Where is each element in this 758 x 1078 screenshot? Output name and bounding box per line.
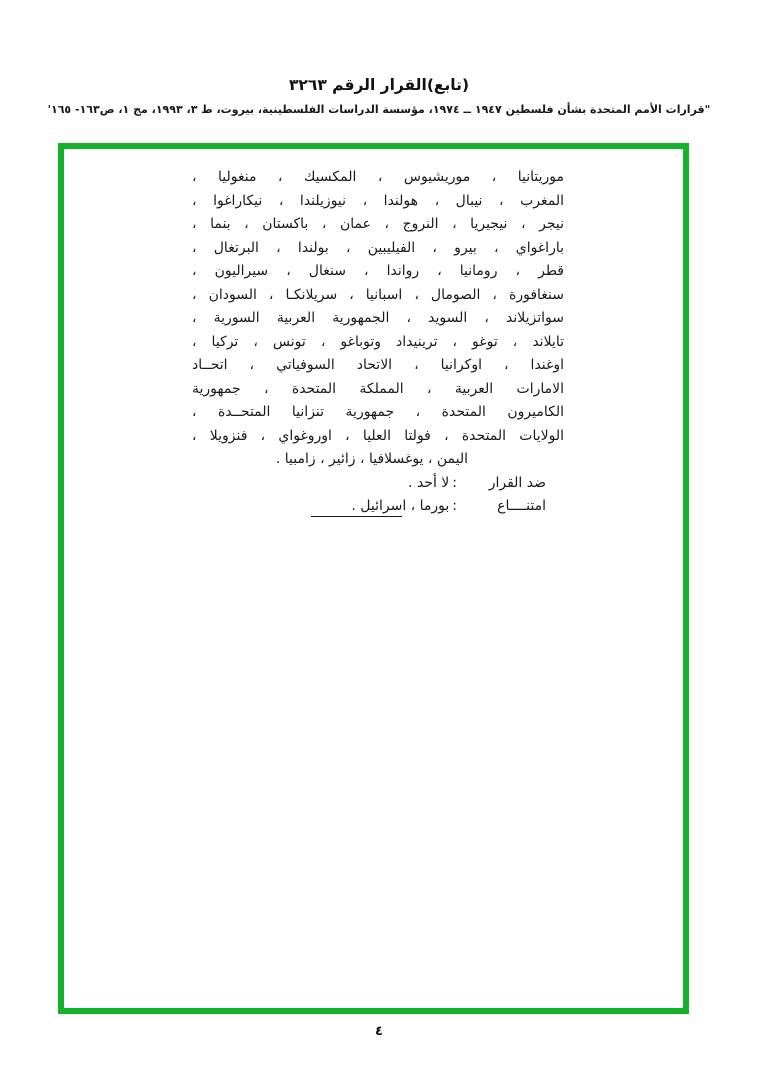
- favor-line: الولايات المتحدة ، فولتا العليا ، اوروغواي ، فنزويلا ،: [192, 427, 564, 444]
- favor-line: تايلاند ، توغو ، ترينيداد وتوباغو ، تونس ، تركيا ،: [192, 333, 564, 350]
- against-label: ضد القرار: [488, 474, 546, 491]
- favor-line: الامارات العربية ، المملكة المتحدة ، جمهورية: [192, 380, 564, 397]
- resolution-frame: [58, 143, 689, 1014]
- resolution-title: (تابع)القرار الرقم ٣٢٦٣: [288, 76, 470, 94]
- abstention-line: [192, 495, 564, 519]
- page-number: ٤: [375, 1024, 383, 1039]
- favor-line: نيجر ، نيجيريا ، النروج ، عمان ، باكستان ، بنما ،: [192, 216, 564, 232]
- favor-line: الكاميرون المتحدة ، جمهورية تنزانيا المتحــدة ،: [192, 404, 564, 420]
- favor-line: سواتزيلاند ، السويد ، الجمهورية العربية السورية ،: [192, 310, 564, 326]
- favor-line: باراغواي ، بيرو ، الفيليبين ، بولندا ، البرتغال ،: [192, 239, 564, 256]
- source-citation: "قرارات الأمم المتحدة بشأن فلسطين ١٩٤٧ ــ ١٩٧٤، مؤسسة الدراسات الفلسطينية، بيروت، ط ٣، ١٩٩٣، مج ١، ص١٦٣- ١٦٥': [47, 103, 711, 116]
- against-value: لا أحد .: [408, 474, 450, 491]
- favor-line: سنغافورة ، الصومال ، اسبانيا ، سريلانكـا ، السودان ،: [192, 286, 564, 303]
- against-separator: :: [452, 474, 457, 491]
- abstention-value: بورما ، اسرائيل .: [351, 498, 450, 514]
- favor-line: موريتانيا ، موريشيوس ، المكسيك ، منغوليا ،: [192, 169, 564, 185]
- favor-line: المغرب ، نيبال ، هولندا ، نيوزيلندا ، نيكاراغوا ،: [192, 192, 564, 209]
- result-underline-rule: [311, 516, 402, 517]
- vote-record-text: [192, 166, 564, 519]
- favor-line-last: اليمن ، يوغسلافيا ، زائير ، زامبيا .: [275, 451, 468, 467]
- against-line: [192, 472, 564, 496]
- abstention-label: امتنــــاع: [497, 498, 546, 514]
- favor-line: اوغندا ، اوكرانيا ، الاتحاد السوفياتي ، اتحــاد: [192, 357, 564, 373]
- abstention-separator: :: [452, 498, 457, 514]
- favor-line: قطر ، رومانيا ، رواندا ، سنغال ، سيراليون ،: [192, 263, 564, 279]
